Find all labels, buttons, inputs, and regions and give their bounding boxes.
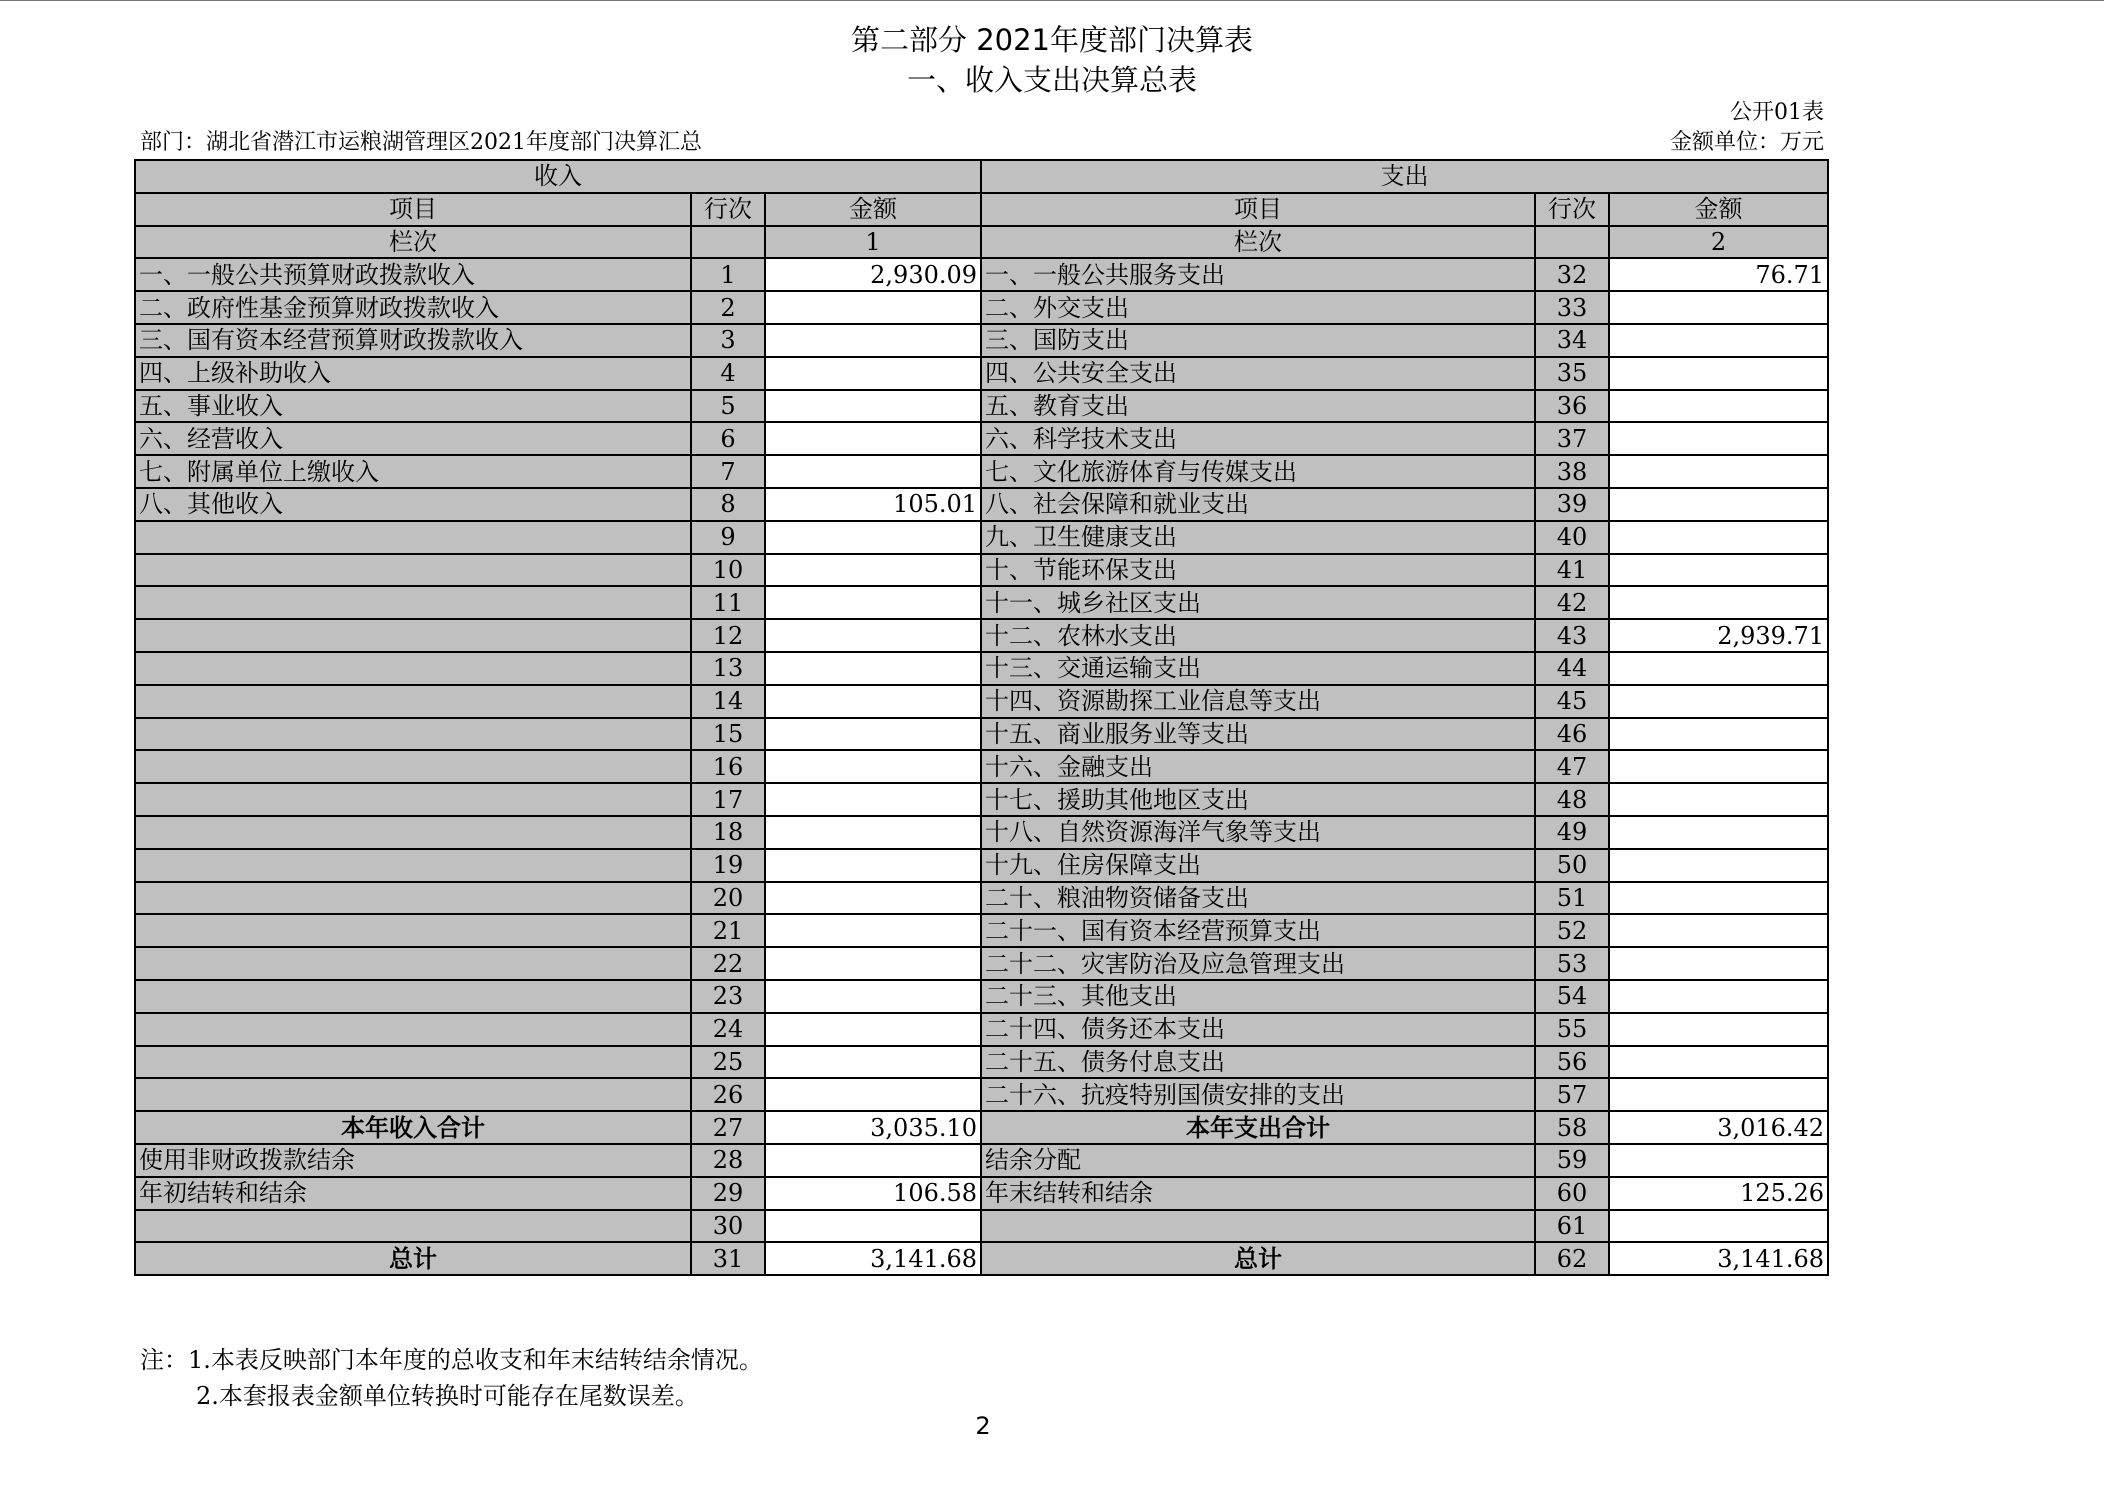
income-amount-cell xyxy=(765,324,981,357)
expense-item-cell: 十一、城乡社区支出 xyxy=(981,586,1535,619)
income-amount-cell xyxy=(765,1046,981,1079)
income-amount-cell xyxy=(765,1210,981,1243)
expense-amount-cell xyxy=(1609,521,1828,554)
income-amount-cell xyxy=(765,554,981,587)
income-item-cell xyxy=(135,1210,691,1243)
expense-line-no-cell: 32 xyxy=(1535,258,1609,291)
income-line-no-cell: 14 xyxy=(691,685,765,718)
income-amount-cell xyxy=(765,783,981,816)
expense-item-cell: 十五、商业服务业等支出 xyxy=(981,718,1535,751)
expense-line-no-cell: 51 xyxy=(1535,882,1609,915)
income-line-no-cell: 12 xyxy=(691,619,765,652)
table-row xyxy=(135,914,1828,947)
income-amount-cell xyxy=(765,1144,981,1177)
amount-unit-label: 金额单位：万元 xyxy=(1669,130,1824,155)
income-item-cell: 八、其他收入 xyxy=(135,488,691,521)
income-item-cell xyxy=(135,554,691,587)
expense-item-cell: 七、文化旅游体育与传媒支出 xyxy=(981,455,1535,488)
expense-line-no-cell: 34 xyxy=(1535,324,1609,357)
income-column-number: 1 xyxy=(765,226,981,259)
expense-column-no-empty xyxy=(1535,226,1609,259)
income-item-cell: 使用非财政拨款结余 xyxy=(135,1144,691,1177)
expense-item-cell: 十、节能环保支出 xyxy=(981,554,1535,587)
expense-amount-cell xyxy=(1609,783,1828,816)
income-section-header: 收入 xyxy=(135,160,981,193)
expense-line-no-cell: 45 xyxy=(1535,685,1609,718)
report-subtitle: 一、收入支出决算总表 xyxy=(906,63,1197,97)
expense-item-cell: 三、国防支出 xyxy=(981,324,1535,357)
income-amount-cell xyxy=(765,947,981,980)
expense-amount-cell xyxy=(1609,947,1828,980)
income-amount-cell xyxy=(765,750,981,783)
expense-amount-cell: 3,016.42 xyxy=(1609,1111,1828,1144)
income-line-no-cell: 24 xyxy=(691,1013,765,1046)
expense-item-cell: 六、科学技术支出 xyxy=(981,422,1535,455)
income-item-cell xyxy=(135,685,691,718)
income-amount-cell xyxy=(765,914,981,947)
income-item-cell xyxy=(135,1078,691,1111)
income-amount-cell xyxy=(765,816,981,849)
expense-line-no-cell: 46 xyxy=(1535,718,1609,751)
income-item-cell xyxy=(135,718,691,751)
table-row xyxy=(135,1210,1828,1243)
expense-amount-cell xyxy=(1609,488,1828,521)
expense-item-cell: 二十、粮油物资储备支出 xyxy=(981,882,1535,915)
income-line-no-cell: 25 xyxy=(691,1046,765,1079)
page-number: 2 xyxy=(975,1412,991,1440)
income-item-cell: 四、上级补助收入 xyxy=(135,357,691,390)
table-row xyxy=(135,685,1828,718)
income-item-cell: 六、经营收入 xyxy=(135,422,691,455)
income-item-cell xyxy=(135,1046,691,1079)
income-line-no-cell: 2 xyxy=(691,291,765,324)
expense-amount-cell xyxy=(1609,980,1828,1013)
income-column-no-empty xyxy=(691,226,765,259)
income-line-no-cell: 18 xyxy=(691,816,765,849)
expense-amount-cell xyxy=(1609,324,1828,357)
income-amount-cell xyxy=(765,422,981,455)
expense-amount-cell: 2,939.71 xyxy=(1609,619,1828,652)
expense-item-cell: 十七、援助其他地区支出 xyxy=(981,783,1535,816)
income-item-cell xyxy=(135,619,691,652)
table-row xyxy=(135,390,1828,423)
expense-amount-cell xyxy=(1609,1078,1828,1111)
expense-line-no-cell: 33 xyxy=(1535,291,1609,324)
income-item-cell: 一、一般公共预算财政拨款收入 xyxy=(135,258,691,291)
income-line-no-cell: 31 xyxy=(691,1242,765,1275)
income-line-no-header: 行次 xyxy=(691,193,765,226)
expense-item-cell: 二十五、债务付息支出 xyxy=(981,1046,1535,1079)
income-line-no-cell: 21 xyxy=(691,914,765,947)
expense-line-no-cell: 50 xyxy=(1535,849,1609,882)
income-amount-cell xyxy=(765,882,981,915)
income-line-no-cell: 29 xyxy=(691,1177,765,1210)
income-amount-cell: 3,035.10 xyxy=(765,1111,981,1144)
expense-item-cell: 十二、农林水支出 xyxy=(981,619,1535,652)
table-row xyxy=(135,619,1828,652)
income-amount-cell xyxy=(765,652,981,685)
income-line-no-cell: 20 xyxy=(691,882,765,915)
income-item-cell: 总计 xyxy=(135,1242,691,1275)
expense-line-no-cell: 62 xyxy=(1535,1242,1609,1275)
expense-amount-cell: 125.26 xyxy=(1609,1177,1828,1210)
expense-line-no-cell: 52 xyxy=(1535,914,1609,947)
income-item-cell xyxy=(135,849,691,882)
table-row xyxy=(135,455,1828,488)
income-item-cell xyxy=(135,816,691,849)
report-title: 第二部分 2021年度部门决算表 xyxy=(850,23,1254,57)
income-line-no-cell: 1 xyxy=(691,258,765,291)
expense-item-cell: 一、一般公共服务支出 xyxy=(981,258,1535,291)
expense-amount-cell: 76.71 xyxy=(1609,258,1828,291)
table-row xyxy=(135,718,1828,751)
table-row xyxy=(135,554,1828,587)
table-row xyxy=(135,1111,1828,1144)
income-item-cell: 本年收入合计 xyxy=(135,1111,691,1144)
expense-line-no-cell: 59 xyxy=(1535,1144,1609,1177)
income-item-cell xyxy=(135,980,691,1013)
expense-line-no-cell: 40 xyxy=(1535,521,1609,554)
table-section-header-row xyxy=(135,160,1828,193)
expense-item-cell: 二十二、灾害防治及应急管理支出 xyxy=(981,947,1535,980)
income-line-no-cell: 3 xyxy=(691,324,765,357)
expense-column-no-label: 栏次 xyxy=(981,226,1535,259)
expense-item-cell: 十三、交通运输支出 xyxy=(981,652,1535,685)
income-item-header: 项目 xyxy=(135,193,691,226)
income-item-cell xyxy=(135,914,691,947)
table-row xyxy=(135,816,1828,849)
expense-item-cell: 十八、自然资源海洋气象等支出 xyxy=(981,816,1535,849)
income-amount-cell: 3,141.68 xyxy=(765,1242,981,1275)
income-line-no-cell: 17 xyxy=(691,783,765,816)
income-line-no-cell: 5 xyxy=(691,390,765,423)
income-line-no-cell: 22 xyxy=(691,947,765,980)
table-row xyxy=(135,291,1828,324)
expense-line-no-cell: 43 xyxy=(1535,619,1609,652)
income-line-no-cell: 11 xyxy=(691,586,765,619)
expense-line-no-cell: 60 xyxy=(1535,1177,1609,1210)
income-line-no-cell: 26 xyxy=(691,1078,765,1111)
expense-line-no-cell: 57 xyxy=(1535,1078,1609,1111)
expense-amount-cell xyxy=(1609,554,1828,587)
income-amount-cell xyxy=(765,1013,981,1046)
expense-line-no-cell: 54 xyxy=(1535,980,1609,1013)
expense-item-cell: 总计 xyxy=(981,1242,1535,1275)
income-line-no-cell: 16 xyxy=(691,750,765,783)
table-row xyxy=(135,521,1828,554)
expense-item-cell: 九、卫生健康支出 xyxy=(981,521,1535,554)
expense-line-no-cell: 37 xyxy=(1535,422,1609,455)
expense-item-cell: 五、教育支出 xyxy=(981,390,1535,423)
income-amount-cell xyxy=(765,521,981,554)
expense-line-no-cell: 41 xyxy=(1535,554,1609,587)
income-amount-cell xyxy=(765,619,981,652)
expense-amount-cell xyxy=(1609,1210,1828,1243)
table-row xyxy=(135,422,1828,455)
expense-line-no-cell: 39 xyxy=(1535,488,1609,521)
expense-amount-cell xyxy=(1609,422,1828,455)
income-item-cell: 二、政府性基金预算财政拨款收入 xyxy=(135,291,691,324)
table-row xyxy=(135,1078,1828,1111)
income-line-no-cell: 15 xyxy=(691,718,765,751)
expense-line-no-cell: 61 xyxy=(1535,1210,1609,1243)
expense-amount-cell xyxy=(1609,1046,1828,1079)
income-amount-cell: 2,930.09 xyxy=(765,258,981,291)
expense-column-number: 2 xyxy=(1609,226,1828,259)
table-row xyxy=(135,652,1828,685)
expense-amount-cell xyxy=(1609,390,1828,423)
income-item-cell xyxy=(135,750,691,783)
top-border-line xyxy=(0,0,2104,1)
income-amount-cell: 106.58 xyxy=(765,1177,981,1210)
expense-amount-cell xyxy=(1609,718,1828,751)
income-amount-cell xyxy=(765,357,981,390)
expense-item-cell: 二、外交支出 xyxy=(981,291,1535,324)
income-line-no-cell: 23 xyxy=(691,980,765,1013)
income-line-no-cell: 10 xyxy=(691,554,765,587)
expense-amount-cell: 3,141.68 xyxy=(1609,1242,1828,1275)
table-row xyxy=(135,1242,1828,1275)
expense-amount-cell xyxy=(1609,914,1828,947)
expense-item-cell: 十四、资源勘探工业信息等支出 xyxy=(981,685,1535,718)
form-number: 公开01表 xyxy=(1730,100,1824,125)
income-item-cell xyxy=(135,882,691,915)
income-amount-cell xyxy=(765,685,981,718)
note-line-1: 注：1.本表反映部门本年度的总收支和年末结转结余情况。 xyxy=(140,1346,763,1374)
expense-amount-cell xyxy=(1609,849,1828,882)
income-line-no-cell: 6 xyxy=(691,422,765,455)
expense-item-cell: 结余分配 xyxy=(981,1144,1535,1177)
expense-line-no-cell: 42 xyxy=(1535,586,1609,619)
income-line-no-cell: 13 xyxy=(691,652,765,685)
income-line-no-cell: 28 xyxy=(691,1144,765,1177)
income-expense-table xyxy=(134,159,1829,1276)
table-row xyxy=(135,947,1828,980)
income-column-no-label: 栏次 xyxy=(135,226,691,259)
expense-amount-cell xyxy=(1609,1144,1828,1177)
expense-item-cell: 二十六、抗疫特别国债安排的支出 xyxy=(981,1078,1535,1111)
table-row xyxy=(135,980,1828,1013)
expense-line-no-cell: 38 xyxy=(1535,455,1609,488)
expense-amount-cell xyxy=(1609,291,1828,324)
income-amount-cell xyxy=(765,291,981,324)
expense-line-no-header: 行次 xyxy=(1535,193,1609,226)
expense-item-cell: 年末结转和结余 xyxy=(981,1177,1535,1210)
income-item-cell xyxy=(135,947,691,980)
income-amount-cell xyxy=(765,718,981,751)
income-item-cell: 五、事业收入 xyxy=(135,390,691,423)
income-line-no-cell: 27 xyxy=(691,1111,765,1144)
income-line-no-cell: 7 xyxy=(691,455,765,488)
expense-line-no-cell: 47 xyxy=(1535,750,1609,783)
table-row xyxy=(135,783,1828,816)
expense-item-cell: 二十四、债务还本支出 xyxy=(981,1013,1535,1046)
expense-amount-cell xyxy=(1609,882,1828,915)
table-row xyxy=(135,882,1828,915)
income-amount-cell xyxy=(765,586,981,619)
expense-amount-header: 金额 xyxy=(1609,193,1828,226)
expense-line-no-cell: 35 xyxy=(1535,357,1609,390)
expense-line-no-cell: 55 xyxy=(1535,1013,1609,1046)
expense-item-cell: 四、公共安全支出 xyxy=(981,357,1535,390)
table-column-header-row xyxy=(135,193,1828,226)
income-item-cell: 七、附属单位上缴收入 xyxy=(135,455,691,488)
table-body xyxy=(135,258,1828,1275)
income-line-no-cell: 19 xyxy=(691,849,765,882)
income-item-cell xyxy=(135,1013,691,1046)
expense-line-no-cell: 36 xyxy=(1535,390,1609,423)
table-row xyxy=(135,750,1828,783)
table-row xyxy=(135,324,1828,357)
table-row xyxy=(135,849,1828,882)
income-amount-cell xyxy=(765,849,981,882)
expense-line-no-cell: 48 xyxy=(1535,783,1609,816)
expense-item-cell xyxy=(981,1210,1535,1243)
expense-amount-cell xyxy=(1609,750,1828,783)
expense-amount-cell xyxy=(1609,685,1828,718)
income-amount-header: 金额 xyxy=(765,193,981,226)
note-line-2: 2.本套报表金额单位转换时可能存在尾数误差。 xyxy=(196,1382,699,1410)
table-row xyxy=(135,1013,1828,1046)
expense-line-no-cell: 44 xyxy=(1535,652,1609,685)
expense-line-no-cell: 58 xyxy=(1535,1111,1609,1144)
expense-amount-cell xyxy=(1609,1013,1828,1046)
table-row xyxy=(135,1144,1828,1177)
table-row xyxy=(135,488,1828,521)
income-amount-cell xyxy=(765,980,981,1013)
income-item-cell: 三、国有资本经营预算财政拨款收入 xyxy=(135,324,691,357)
department-label: 部门：湖北省潜江市运粮湖管理区2021年度部门决算汇总 xyxy=(140,130,702,155)
income-line-no-cell: 30 xyxy=(691,1210,765,1243)
expense-item-cell: 十六、金融支出 xyxy=(981,750,1535,783)
income-line-no-cell: 8 xyxy=(691,488,765,521)
table-row xyxy=(135,1177,1828,1210)
expense-amount-cell xyxy=(1609,652,1828,685)
expense-section-header: 支出 xyxy=(981,160,1828,193)
table-row xyxy=(135,357,1828,390)
expense-amount-cell xyxy=(1609,816,1828,849)
income-item-cell xyxy=(135,586,691,619)
expense-item-header: 项目 xyxy=(981,193,1535,226)
income-item-cell xyxy=(135,783,691,816)
expense-line-no-cell: 56 xyxy=(1535,1046,1609,1079)
expense-line-no-cell: 53 xyxy=(1535,947,1609,980)
income-line-no-cell: 4 xyxy=(691,357,765,390)
income-amount-cell xyxy=(765,390,981,423)
table-row xyxy=(135,258,1828,291)
expense-amount-cell xyxy=(1609,455,1828,488)
income-item-cell xyxy=(135,652,691,685)
table-row xyxy=(135,586,1828,619)
table-column-number-row xyxy=(135,226,1828,259)
income-item-cell: 年初结转和结余 xyxy=(135,1177,691,1210)
expense-item-cell: 二十三、其他支出 xyxy=(981,980,1535,1013)
expense-item-cell: 八、社会保障和就业支出 xyxy=(981,488,1535,521)
expense-amount-cell xyxy=(1609,586,1828,619)
expense-item-cell: 十九、住房保障支出 xyxy=(981,849,1535,882)
income-line-no-cell: 9 xyxy=(691,521,765,554)
income-item-cell xyxy=(135,521,691,554)
income-amount-cell xyxy=(765,455,981,488)
expense-amount-cell xyxy=(1609,357,1828,390)
expense-line-no-cell: 49 xyxy=(1535,816,1609,849)
income-amount-cell: 105.01 xyxy=(765,488,981,521)
table-row xyxy=(135,1046,1828,1079)
income-amount-cell xyxy=(765,1078,981,1111)
expense-item-cell: 二十一、国有资本经营预算支出 xyxy=(981,914,1535,947)
expense-item-cell: 本年支出合计 xyxy=(981,1111,1535,1144)
